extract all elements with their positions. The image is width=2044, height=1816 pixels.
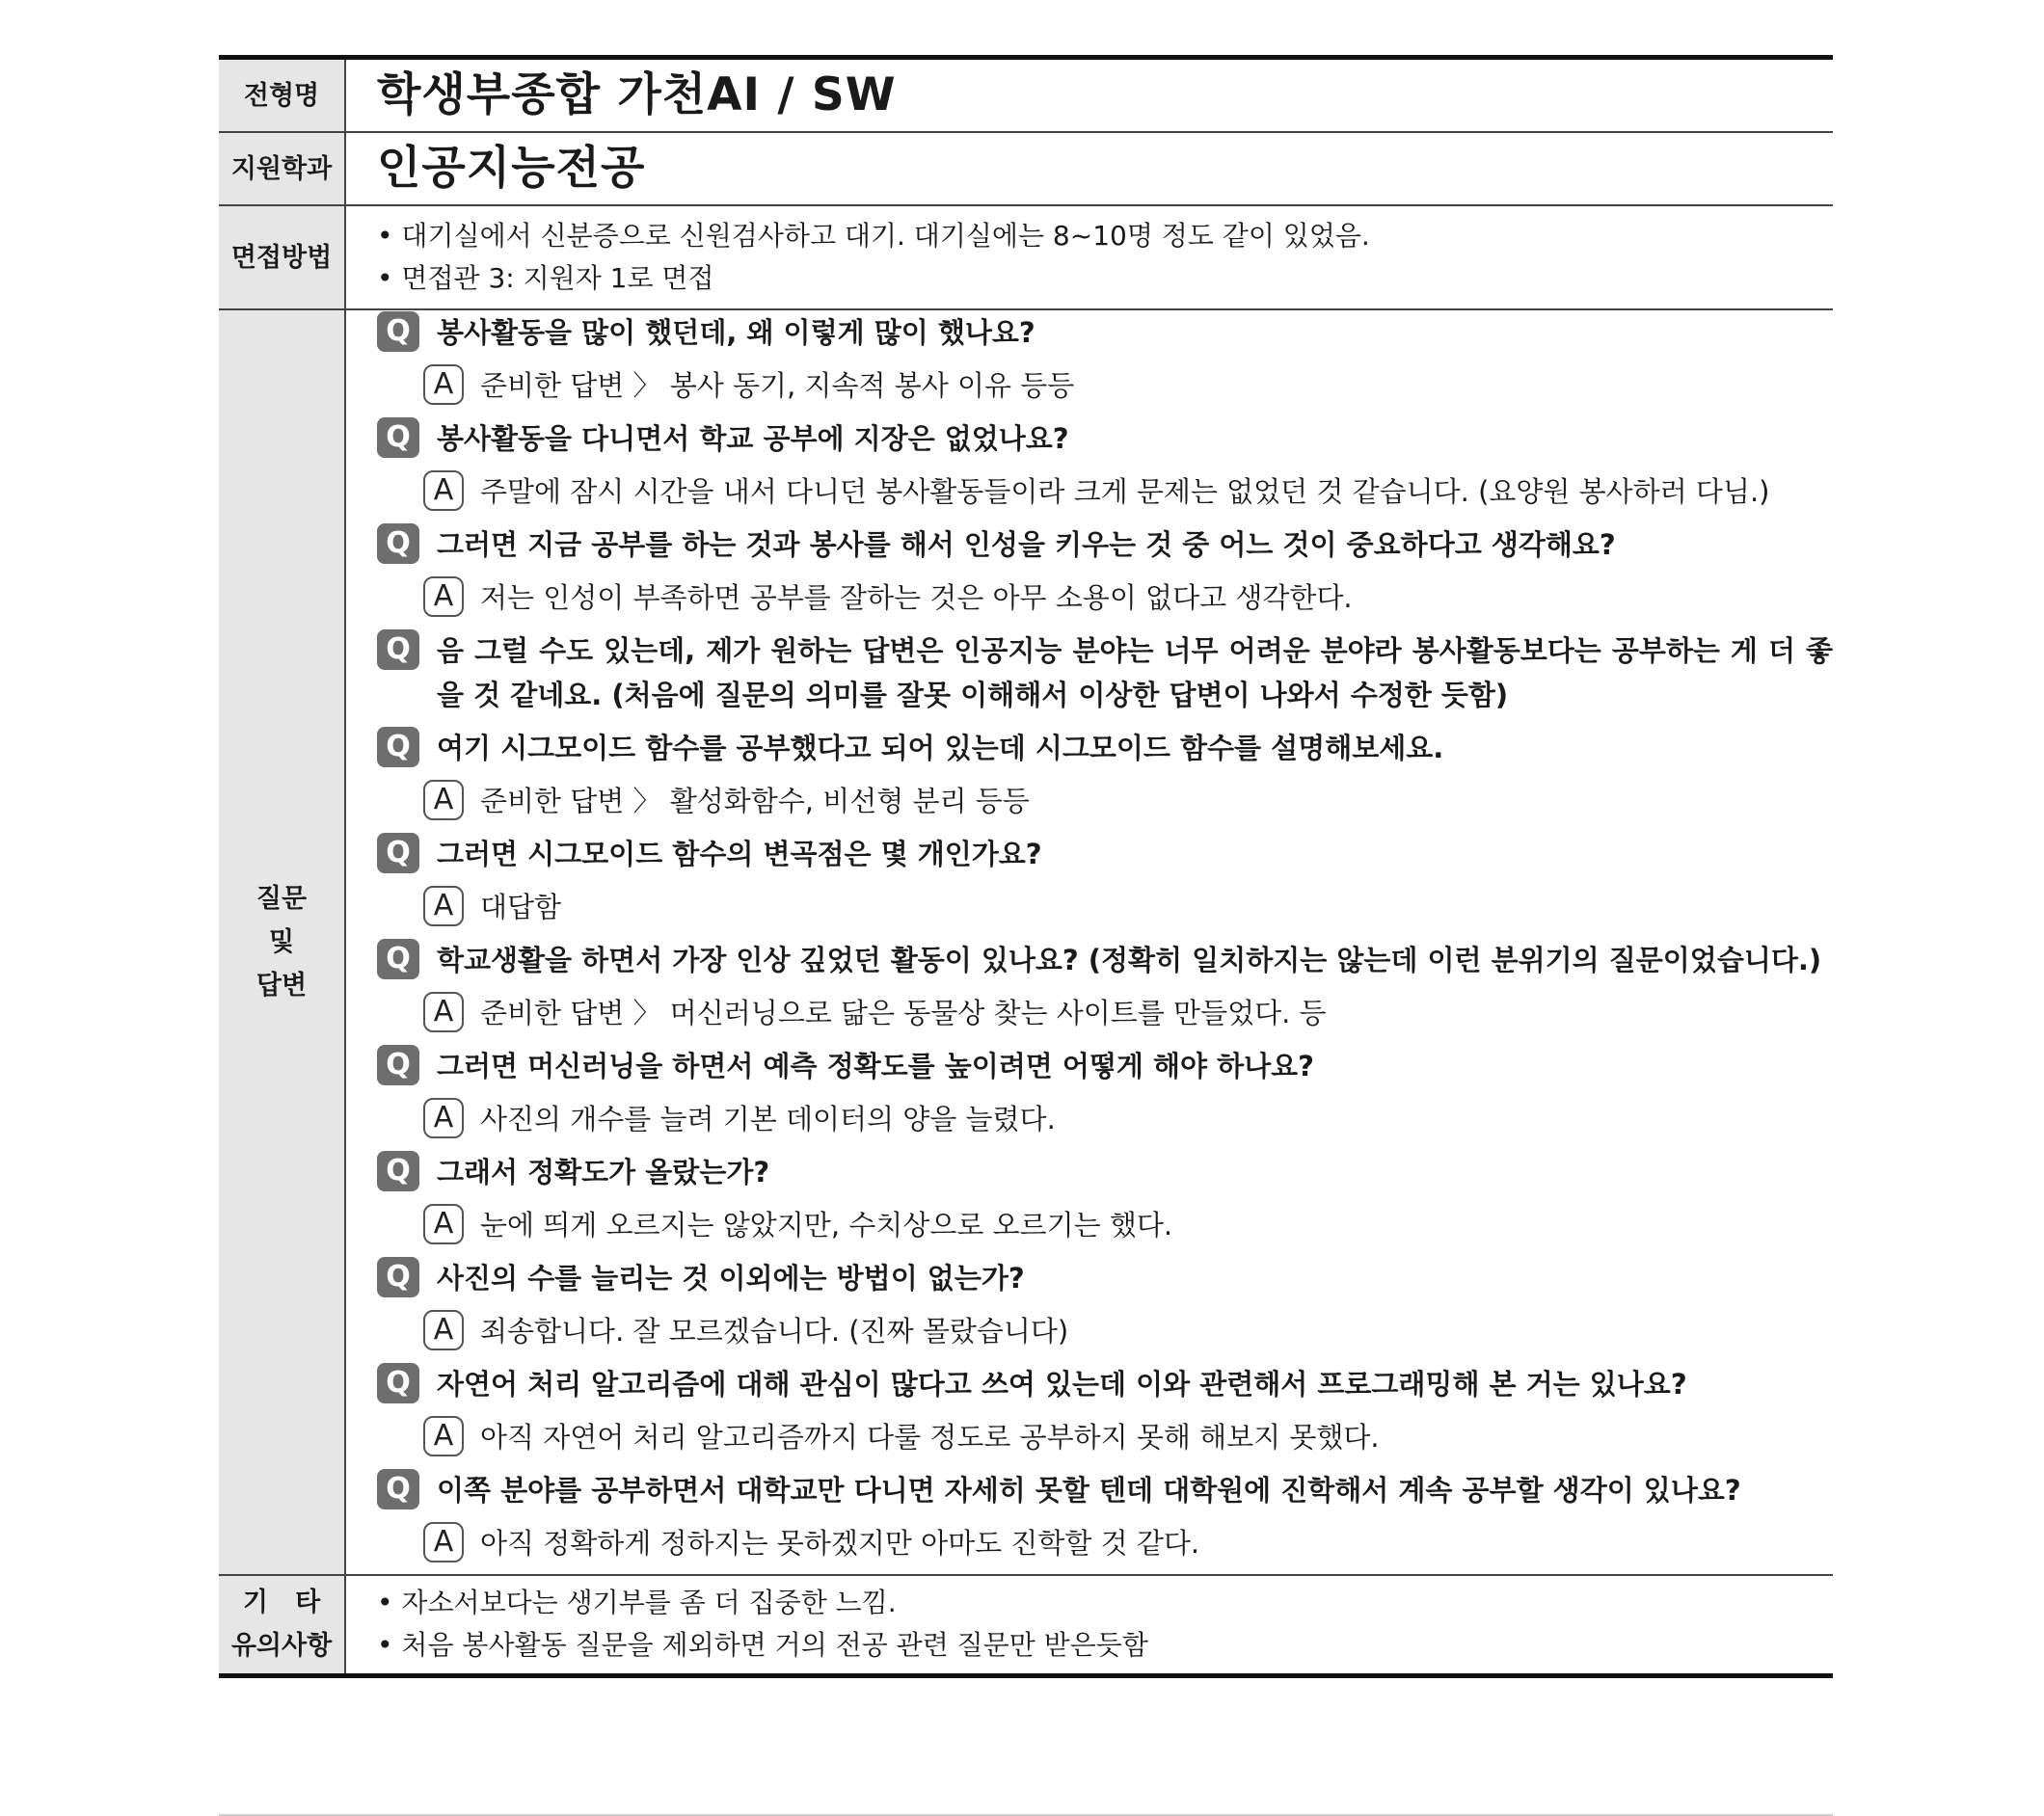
answer-text: 대답함 [480,891,562,923]
question-text: 봉사활동을 많이 했던데, 왜 이렇게 많이 했나요? [437,316,1035,349]
answer-text: 눈에 띄게 오르지는 않았지만, 수치상으로 오르기는 했다. [480,1209,1173,1242]
answer-text: 준비한 답변 〉 머신러닝으로 닮은 동물상 찾는 사이트를 만들었다. 등 [480,997,1327,1029]
row-major [219,132,1833,205]
question-item [377,1362,1833,1406]
qa-content [345,309,1833,1575]
question-item [377,522,1833,567]
answer-item [423,885,1833,929]
question-item [377,310,1833,355]
answer-item [423,469,1833,514]
answer-item [423,779,1833,823]
question-badge: Q [377,311,419,352]
answer-badge: A [423,992,464,1032]
question-text: 이쪽 분야를 공부하면서 대학교만 다니면 자세히 못할 텐데 대학원에 진학해서 계속 공부할 생각이 있나요? [437,1474,1741,1507]
answer-text: 사진의 개수를 늘려 기본 데이터의 양을 늘렸다. [480,1103,1056,1135]
question-badge: Q [377,1045,419,1085]
answer-item [423,1415,1833,1459]
answer-item [423,1309,1833,1353]
method-item: • 면접관 3: 지원자 1로 면접 [377,257,1833,300]
question-badge: Q [377,1363,419,1403]
method-item: • 대기실에서 신분증으로 신원검사하고 대기. 대기실에는 8~10명 정도 같이 있었음. [377,215,1833,257]
question-item [377,832,1833,876]
qa-label-line: 답변 [256,971,308,1001]
qa-label-line: 및 [268,927,295,957]
answer-text: 죄송합니다. 잘 모르겠습니다. (진짜 몰랐습니다) [480,1315,1069,1348]
answer-badge: A [423,1522,464,1562]
answer-badge: A [423,470,464,511]
question-badge: Q [377,1257,419,1297]
answer-badge: A [423,576,464,617]
question-text: 그러면 머신러닝을 하면서 예측 정확도를 높이려면 어떻게 해야 하나요? [437,1050,1314,1082]
answer-text: 아직 자연어 처리 알고리즘까지 다룰 정도로 공부하지 못해 해보지 못했다. [480,1421,1380,1454]
row-qa [219,309,1833,1575]
question-text: 사진의 수를 늘리는 것 이외에는 방법이 없는가? [437,1262,1025,1295]
major-value: 인공지능전공 [345,132,1833,205]
question-text: 자연어 처리 알고리즘에 대해 관심이 많다고 쓰여 있는데 이와 관련해서 프로그래밍해 본 거는 있나요? [437,1368,1687,1401]
question-item [377,1256,1833,1300]
answer-badge: A [423,364,464,405]
question-text: 여기 시그모이드 함수를 공부했다고 되어 있는데 시그모이드 함수를 설명해보세요. [437,732,1444,764]
answer-badge: A [423,886,464,926]
question-badge: Q [377,1469,419,1509]
interview-report [219,55,1833,1678]
question-text: 그러면 지금 공부를 하는 것과 봉사를 해서 인성을 키우는 것 중 어느 것이 중요하다고 생각해요? [437,528,1616,561]
answer-item [423,363,1833,408]
notes-label [219,1575,345,1675]
answer-badge: A [423,1204,464,1244]
answer-text: 준비한 답변 〉 봉사 동기, 지속적 봉사 이유 등등 [480,369,1075,402]
question-text: 학교생활을 하면서 가장 인상 깊었던 활동이 있나요? (정확히 일치하지는 않는데 이런 분위기의 질문이었습니다.) [437,944,1822,976]
answer-text: 아직 정확하게 정하지는 못하겠지만 아마도 진학할 것 같다. [480,1527,1200,1560]
answer-badge: A [423,1098,464,1138]
question-badge: Q [377,417,419,458]
answer-text: 준비한 답변 〉 활성화함수, 비선형 분리 등등 [480,785,1030,817]
question-item [377,416,1833,461]
answer-item [423,1203,1833,1247]
question-badge: Q [377,629,419,670]
question-item [377,726,1833,770]
notes-label-line: 기 타 [242,1588,321,1618]
answer-item [423,1521,1833,1565]
question-item [377,1468,1833,1512]
answer-item [423,575,1833,620]
note-item: • 자소서보다는 생기부를 좀 더 집중한 느낌. [377,1582,1833,1624]
row-interview-method [219,205,1833,309]
row-notes [219,1575,1833,1675]
answer-item [423,1097,1833,1141]
question-text: 그러면 시그모이드 함수의 변곡점은 몇 개인가요? [437,838,1042,870]
note-item: • 처음 봉사활동 질문을 제외하면 거의 전공 관련 질문만 받은듯함 [377,1624,1833,1667]
question-badge: Q [377,727,419,767]
major-label: 지원학과 [219,132,345,205]
question-text: 음 그럴 수도 있는데, 제가 원하는 답변은 인공지능 분야는 너무 어려운 분야라 봉사활동보다는 공부하는 게 더 좋을 것 같네요. (처음에 질문의 의미를 잘못 이해해서 이상한 답변이 나와서 수정한 듯함) [437,634,1833,711]
row-admission-type [219,58,1833,133]
interview-table [219,55,1833,1678]
question-text: 봉사활동을 다니면서 학교 공부에 지장은 없었나요? [437,422,1069,455]
answer-badge: A [423,780,464,820]
question-badge: Q [377,939,419,979]
question-item [377,1044,1833,1088]
notes-label-line: 유의사항 [230,1631,333,1662]
answer-badge: A [423,1310,464,1350]
answer-text: 주말에 잠시 시간을 내서 다니던 봉사활동들이라 크게 문제는 없었던 것 같습니다. (요양원 봉사하러 다님.) [480,475,1770,508]
interview-method-content [345,205,1833,309]
admission-type-label: 전형명 [219,58,345,133]
question-badge: Q [377,833,419,873]
notes-content [345,1575,1833,1675]
question-text: 그래서 정확도가 올랐는가? [437,1156,770,1188]
answer-badge: A [423,1416,464,1456]
question-item [377,1150,1833,1194]
question-badge: Q [377,523,419,564]
interview-method-label: 면접방법 [219,205,345,309]
qa-label-line: 질문 [256,884,308,914]
qa-label [219,309,345,1575]
answer-text: 저는 인성이 부족하면 공부를 잘하는 것은 아무 소용이 없다고 생각한다. [480,581,1353,614]
question-item [377,628,1833,717]
admission-type-value: 학생부종합 가천AI / SW [345,58,1833,133]
question-item [377,938,1833,982]
question-badge: Q [377,1151,419,1191]
answer-item [423,991,1833,1035]
